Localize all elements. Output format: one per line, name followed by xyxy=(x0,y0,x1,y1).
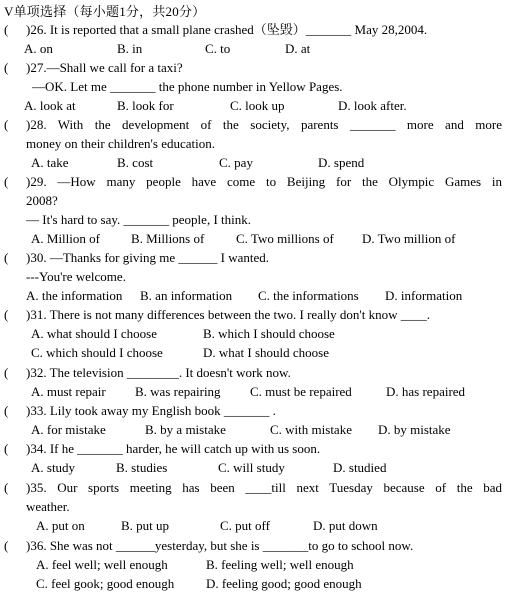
option-b: B. studies xyxy=(116,460,168,475)
option-b: B. was repairing xyxy=(135,384,221,399)
question-stem-continued: 2008? xyxy=(26,193,58,208)
question-stem: )33. Lily took away my English book _______ . xyxy=(26,403,276,418)
option-c: C. look up xyxy=(230,98,285,113)
option-c: C. put off xyxy=(220,518,270,533)
dialogue-line: ---You're welcome. xyxy=(26,269,126,284)
options-row xyxy=(0,555,508,574)
question-36 xyxy=(0,536,508,593)
dialogue-line: —OK. Let me _______ the phone number in Yellow Pages. xyxy=(32,79,343,94)
question-30 xyxy=(0,248,508,305)
answer-paren: ( xyxy=(4,60,9,75)
option-c: C. must be repaired xyxy=(250,384,352,399)
question-stem: )27.—Shall we call for a taxi? xyxy=(26,60,183,75)
option-d: D. by mistake xyxy=(378,422,451,437)
options-row xyxy=(0,574,508,593)
answer-paren: ( xyxy=(4,538,9,553)
answer-paren: ( xyxy=(4,441,9,456)
option-a: A. Million of xyxy=(31,231,100,246)
option-a: A. on xyxy=(24,41,53,56)
option-a: A. must repair xyxy=(31,384,106,399)
question-stem: )29. —How many people have come to Beijing for the Olympic Games in xyxy=(26,174,502,189)
answer-paren: ( xyxy=(4,365,9,380)
question-35 xyxy=(0,478,508,535)
option-a: A. look at xyxy=(24,98,76,113)
dialogue-line: — It's hard to say. _______ people, I think. xyxy=(26,212,251,227)
option-b: B. Millions of xyxy=(131,231,205,246)
option-a: A. for mistake xyxy=(31,422,106,437)
option-b: B. cost xyxy=(117,155,154,170)
option-b: B. feeling well; well enough xyxy=(206,557,354,572)
answer-paren: ( xyxy=(4,250,9,265)
question-stem: )31. There is not many differences between the two. I really don't know ____. xyxy=(26,307,431,322)
option-c: C. feel gook; good enough xyxy=(36,576,175,591)
option-d: D. put down xyxy=(313,518,378,533)
options-row xyxy=(0,286,508,305)
options-row xyxy=(0,343,508,362)
option-b: B. which I should choose xyxy=(203,326,335,341)
option-b: B. put up xyxy=(121,518,170,533)
options-row xyxy=(0,229,508,248)
question-31 xyxy=(0,305,508,362)
option-a: A. study xyxy=(31,460,76,475)
question-stem: )30. —Thanks for giving me ______ I wanted. xyxy=(26,250,269,265)
options-row xyxy=(0,153,508,172)
question-stem-continued: money on their children's education. xyxy=(26,136,215,151)
option-c: C. with mistake xyxy=(270,422,352,437)
option-c: C. Two millions of xyxy=(236,231,334,246)
question-28 xyxy=(0,115,508,172)
option-d: D. look after. xyxy=(338,98,407,113)
question-29 xyxy=(0,172,508,248)
options-row xyxy=(0,382,508,401)
answer-paren: ( xyxy=(4,403,9,418)
option-d: D. studied xyxy=(333,460,387,475)
option-b: B. an information xyxy=(140,288,233,303)
question-stem: )34. If he _______ harder, he will catch up with us soon. xyxy=(26,441,321,456)
option-c: C. to xyxy=(205,41,231,56)
section-header: V单项选择（每小题1分，共20分） xyxy=(4,4,206,19)
question-33 xyxy=(0,401,508,439)
option-b: B. by a mistake xyxy=(145,422,226,437)
option-c: C. which should I choose xyxy=(31,345,163,360)
question-32 xyxy=(0,363,508,401)
options-row xyxy=(0,324,508,343)
question-stem: )35. Our sports meeting has been ____till next Tuesday because of the bad xyxy=(26,480,502,495)
options-row xyxy=(0,420,508,439)
option-c: C. will study xyxy=(218,460,285,475)
question-stem: )36. She was not ______yesterday, but she is _______to go to school now. xyxy=(26,538,414,553)
option-a: A. what should I choose xyxy=(31,326,158,341)
answer-paren: ( xyxy=(4,22,9,37)
option-a: A. put on xyxy=(36,518,85,533)
answer-paren: ( xyxy=(4,480,9,495)
option-d: D. spend xyxy=(318,155,365,170)
option-b: B. in xyxy=(117,41,143,56)
option-d: D. feeling good; good enough xyxy=(206,576,362,591)
options-row xyxy=(0,516,508,535)
answer-paren: ( xyxy=(4,174,9,189)
question-27 xyxy=(0,58,508,115)
option-b: B. look for xyxy=(117,98,174,113)
option-c: C. the informations xyxy=(258,288,359,303)
option-d: D. has repaired xyxy=(386,384,466,399)
options-row xyxy=(0,39,508,58)
question-26 xyxy=(0,20,508,58)
question-stem: )26. It is reported that a small plane crashed（坠毁）_______ May 28,2004. xyxy=(26,22,428,37)
question-stem-continued: weather. xyxy=(26,499,70,514)
option-d: D. information xyxy=(385,288,463,303)
answer-paren: ( xyxy=(4,117,9,132)
answer-paren: ( xyxy=(4,307,9,322)
options-row xyxy=(0,458,508,477)
option-d: D. what I should choose xyxy=(203,345,330,360)
question-stem: )28. With the development of the society, parents _______ more and more xyxy=(26,117,502,132)
options-row xyxy=(0,96,508,115)
option-c: C. pay xyxy=(219,155,253,170)
option-a: A. take xyxy=(31,155,69,170)
option-d: D. at xyxy=(285,41,311,56)
question-stem: )32. The television ________. It doesn't work now. xyxy=(26,365,291,380)
option-a: A. the information xyxy=(26,288,123,303)
option-a: A. feel well; well enough xyxy=(36,557,168,572)
option-d: D. Two million of xyxy=(362,231,456,246)
question-34 xyxy=(0,439,508,477)
